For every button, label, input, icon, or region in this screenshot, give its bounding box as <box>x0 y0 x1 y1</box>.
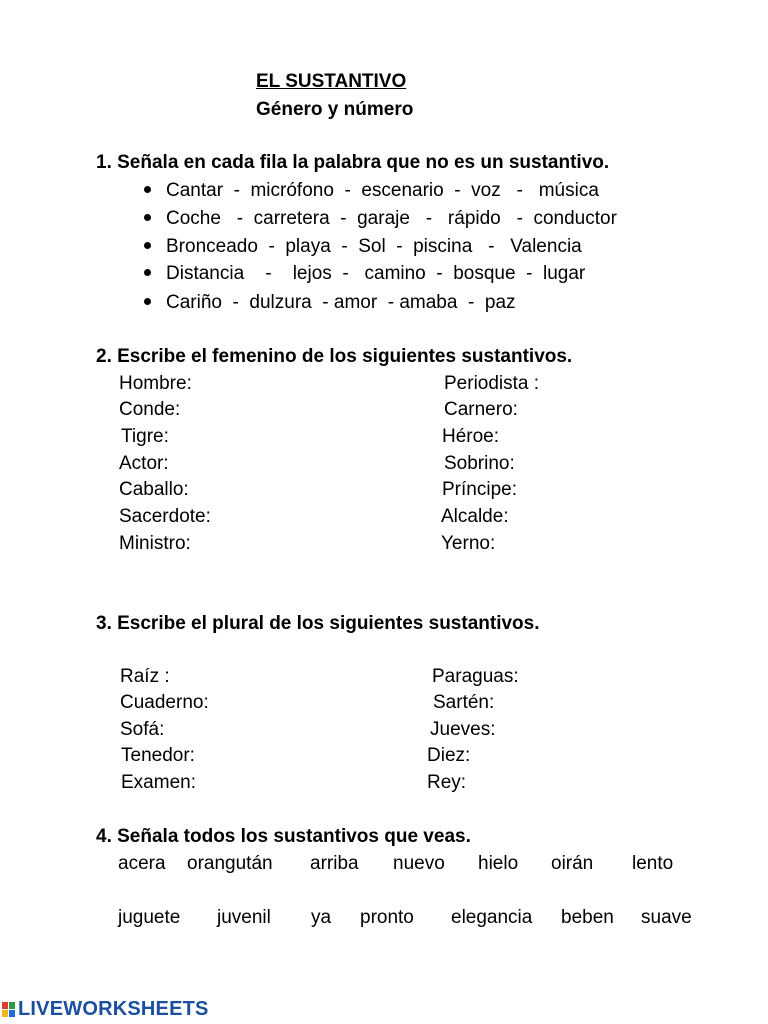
feminine-prompt: Conde: <box>119 399 181 420</box>
feminine-prompt: Caballo: <box>119 479 189 500</box>
word-option[interactable]: orangután <box>187 853 273 874</box>
feminine-prompt: Sobrino: <box>444 453 515 474</box>
word-option[interactable]: juguete <box>118 907 181 928</box>
bullet-icon <box>144 242 151 249</box>
liveworksheets-logo[interactable] <box>2 998 209 1020</box>
feminine-prompt: Hombre: <box>119 373 192 394</box>
list-item: Cantar - micrófono - escenario - voz - música <box>166 180 599 201</box>
bullet-icon <box>144 298 151 305</box>
feminine-prompt: Alcalde: <box>441 506 509 527</box>
page-subtitle: Género y número <box>256 99 414 120</box>
plural-prompt: Examen: <box>121 772 196 793</box>
feminine-prompt: Periodista : <box>444 373 540 394</box>
plural-prompt: Jueves: <box>430 719 496 740</box>
feminine-prompt: Héroe: <box>442 426 500 447</box>
list-item: Bronceado - playa - Sol - piscina - Valencia <box>166 236 582 257</box>
feminine-prompt: Yerno: <box>441 533 496 554</box>
plural-prompt: Paraguas: <box>432 666 519 687</box>
word-option[interactable]: hielo <box>478 853 519 874</box>
list-item: Distancia - lejos - camino - bosque - lugar <box>166 263 586 284</box>
feminine-prompt: Actor: <box>119 453 169 474</box>
plural-prompt: Diez: <box>427 745 471 766</box>
word-option[interactable]: nuevo <box>393 853 445 874</box>
bullet-icon <box>144 186 151 193</box>
plural-prompt: Rey: <box>427 772 467 793</box>
feminine-prompt: Ministro: <box>119 533 191 554</box>
section4-heading: 4. Señala todos los sustantivos que veas. <box>96 826 471 847</box>
section2-heading: 2. Escribe el femenino de los siguientes sustantivos. <box>96 346 573 367</box>
word-option[interactable]: juvenil <box>217 907 271 928</box>
bullet-icon <box>144 269 151 276</box>
word-option[interactable]: ya <box>311 907 332 928</box>
bullet-icon <box>144 214 151 221</box>
page-title: EL SUSTANTIVO <box>256 71 407 92</box>
word-option[interactable]: acera <box>118 853 166 874</box>
liveworksheets-logo-icon <box>2 1001 16 1017</box>
plural-prompt: Sofá: <box>120 719 165 740</box>
list-item: Coche - carretera - garaje - rápido - conductor <box>166 208 617 229</box>
section1-heading: 1. Señala en cada fila la palabra que no es un sustantivo. <box>96 152 610 173</box>
feminine-prompt: Príncipe: <box>442 479 517 500</box>
word-option[interactable]: lento <box>632 853 674 874</box>
feminine-prompt: Tigre: <box>121 426 169 447</box>
plural-prompt: Raíz : <box>120 666 170 687</box>
word-option[interactable]: arriba <box>310 853 359 874</box>
word-option[interactable]: beben <box>561 907 614 928</box>
word-option[interactable]: suave <box>641 907 692 928</box>
list-item: Cariño - dulzura - amor - amaba - paz <box>166 292 516 313</box>
word-option[interactable]: oirán <box>551 853 594 874</box>
feminine-prompt: Sacerdote: <box>119 506 211 527</box>
word-option[interactable]: elegancia <box>451 907 533 928</box>
plural-prompt: Sartén: <box>433 692 495 713</box>
feminine-prompt: Carnero: <box>444 399 518 420</box>
liveworksheets-logo-text: LIVEWORKSHEETS <box>18 997 209 1020</box>
plural-prompt: Cuaderno: <box>120 692 209 713</box>
word-option[interactable]: pronto <box>360 907 414 928</box>
plural-prompt: Tenedor: <box>121 745 195 766</box>
section3-heading: 3. Escribe el plural de los siguientes sustantivos. <box>96 613 540 634</box>
